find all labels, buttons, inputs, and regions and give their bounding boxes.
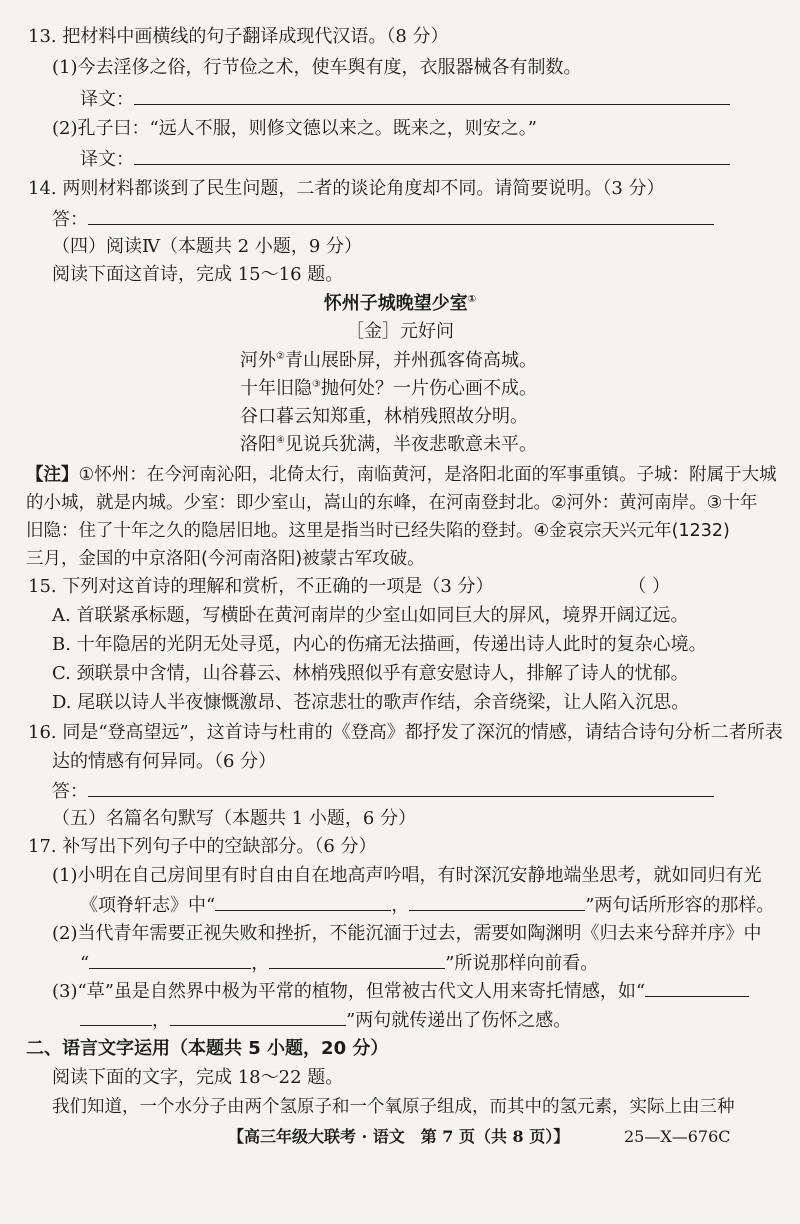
q17-s2-line-1: (2)当代青年需要正视失败和挫折，不能沉湎于过去，需要如陶渊明《归去来兮辞并序》中 [52,923,762,944]
q15-answer-bracket[interactable]: （ ） [628,576,670,597]
q16-answer-blank[interactable] [88,778,714,797]
poem-line-1 [240,348,770,374]
footer-code: 25—X—676C [624,1127,731,1146]
poem-author: ［金］元好问 [346,321,454,342]
q13-answer-line-2 [80,146,770,173]
q15-option-b: B. 十年隐居的光阴无处寻觅，内心的伤痛无法描画，传递出诗人此时的复杂心境。 [52,634,707,655]
q17-s1-line-2 [80,892,775,919]
q17-s1-pre: 《项脊轩志》中“ [80,895,216,916]
part2-heading: 二、语言文字运用（本题共 5 小题，20 分） [26,1038,389,1059]
q13-sentence-2: (2)孔子曰：“远人不服，则修文德以来之。既来之，则安之。” [52,118,537,139]
q17-s3-line-1 [52,978,770,1005]
q15-option-c: C. 颈联景中含情，山谷暮云、林梢残照似乎有意安慰诗人，排解了诗人的忧郁。 [52,663,689,684]
footer-title: 【高三年级大联考 · 语文 第 7 页（共 8 页）】 [228,1127,570,1146]
notes-line-2: 的小城，就是内城。少室：即少室山，嵩山的东峰，在河南登封北。②河外：黄河南岸。③十年 [26,493,758,513]
q17-s2-post: ”所说那样向前看。 [445,953,599,974]
notes-line-1-text: ①怀州：在今河南沁阳，北倚太行，南临黄河，是洛阳北面的军事重镇。子城：附属于大城 [78,465,777,485]
q13-stem: 13. 把材料中画横线的句子翻译成现代汉语。（8 分） [28,26,449,47]
poem-line-4-b: 见说兵犹满，半夜悲歌意未平。 [284,434,537,455]
poem-title-text: 怀州子城晚望少室 [323,293,468,314]
q13-answer-label-1: 译文： [80,89,134,110]
poem-line-1-b: 青山展卧屏，并州孤客倚高城。 [284,350,537,371]
section4-intro: 阅读下面这首诗，完成 15～16 题。 [52,264,344,285]
q13-sentence-1: (1)今去淫侈之俗，行节俭之术，使车舆有度，衣服器械各有制数。 [52,57,582,78]
q17-s1-sep: ， [391,895,410,916]
q17-s3-post: ”两句就传递出了伤怀之感。 [346,1010,572,1031]
q17-s2-sep: ， [251,953,270,974]
poem-line-4 [240,432,770,458]
section4-heading: （四）阅读Ⅳ（本题共 2 小题，9 分） [52,236,363,257]
poem-title-note-mark: ① [467,294,477,305]
q17-s3-blank-1-cont[interactable] [80,1007,152,1026]
poem-line-4-mark: ④ [276,435,285,446]
q16-answer-line [52,778,770,805]
q14-answer-line [52,206,770,233]
q17-stem: 17. 补写出下列句子中的空缺部分。（6 分） [28,836,377,857]
q13-answer-line-1 [80,86,770,113]
q17-s3-blank-1[interactable] [645,978,749,997]
poem-line-2-mark: ③ [312,379,321,390]
notes-line-4: 三月，金国的中京洛阳(今河南洛阳)被蒙古军攻破。 [26,549,425,569]
q17-s1-post: ”两句话所形容的那样。 [585,895,775,916]
q17-s3-text: (3)“草”虽是自然界中极为平常的植物，但常被古代文人用来寄托情感，如“ [52,981,646,1002]
poem-line-3 [240,404,770,430]
notes-label: 【注】 [26,465,79,485]
q17-s1-line-1: (1)小明在自己房间里有时自由自在地高声吟唱，有时深沉安静地端坐思考，就如同归有光 [52,865,762,886]
q17-s2-blank-1[interactable] [89,950,251,969]
q16-answer-label: 答： [52,781,88,802]
q15-option-d: D. 尾联以诗人半夜慷慨激昂、苍凉悲壮的歌声作结，余音绕梁，让人陷入沉思。 [52,692,690,713]
q16-stem-1: 16. 同是“登高望远”，这首诗与杜甫的《登高》都抒发了深沉的情感，请结合诗句分析二者所表 [28,722,783,743]
q13-answer-blank-2[interactable] [134,146,730,165]
poem-line-3-a: 谷口暮云知郑重，林梢残照故分明。 [240,406,528,427]
section5-heading: （五）名篇名句默写（本题共 1 小题，6 分） [52,808,417,829]
q13-answer-blank-1[interactable] [134,86,730,105]
q17-s1-blank-1[interactable] [215,892,391,911]
poem-line-1-a: 河外 [240,350,276,371]
poem-title [0,291,800,317]
notes-line-1 [26,462,777,488]
q17-s3-line-2 [80,1007,770,1034]
q15-option-a: A. 首联紧承标题，写横卧在黄河南岸的少室山如同巨大的屏风，境界开阔辽远。 [52,605,689,626]
q17-s2-line-2 [80,950,770,977]
poem-line-4-a: 洛阳 [240,434,276,455]
q13-answer-label-2: 译文： [80,149,134,170]
q16-stem-2: 达的情感有何异同。（6 分） [52,751,277,772]
poem-line-2-a: 十年旧隐 [240,378,312,399]
part2-text: 我们知道，一个水分子由两个氢原子和一个氧原子组成，而其中的氢元素，实际上由三种 [52,1097,735,1117]
q14-answer-blank[interactable] [88,206,714,225]
q17-s2-blank-2[interactable] [269,950,445,969]
q17-s3-sep: ， [152,1010,170,1031]
poem-line-2 [240,376,770,402]
part2-intro: 阅读下面的文字，完成 18～22 题。 [52,1067,344,1088]
poem-line-1-mark: ② [276,351,285,362]
notes-line-3: 旧隐：住了十年之久的隐居旧地。这里是指当时已经失陷的登封。④金哀宗天兴元年(1232) [26,521,730,541]
q15-stem: 15. 下列对这首诗的理解和赏析，不正确的一项是（3 分） [28,576,494,597]
q14-answer-label: 答： [52,209,88,230]
q17-s2-pre: “ [80,953,90,974]
q15-stem-line [28,574,770,600]
q14-stem: 14. 两则材料都谈到了民生问题，二者的谈论角度却不同。请简要说明。（3 分） [28,178,665,199]
q17-s1-blank-2[interactable] [409,892,585,911]
q17-s3-blank-2[interactable] [170,1007,346,1026]
poem-line-2-b: 抛何处？一片伤心画不成。 [320,378,537,399]
